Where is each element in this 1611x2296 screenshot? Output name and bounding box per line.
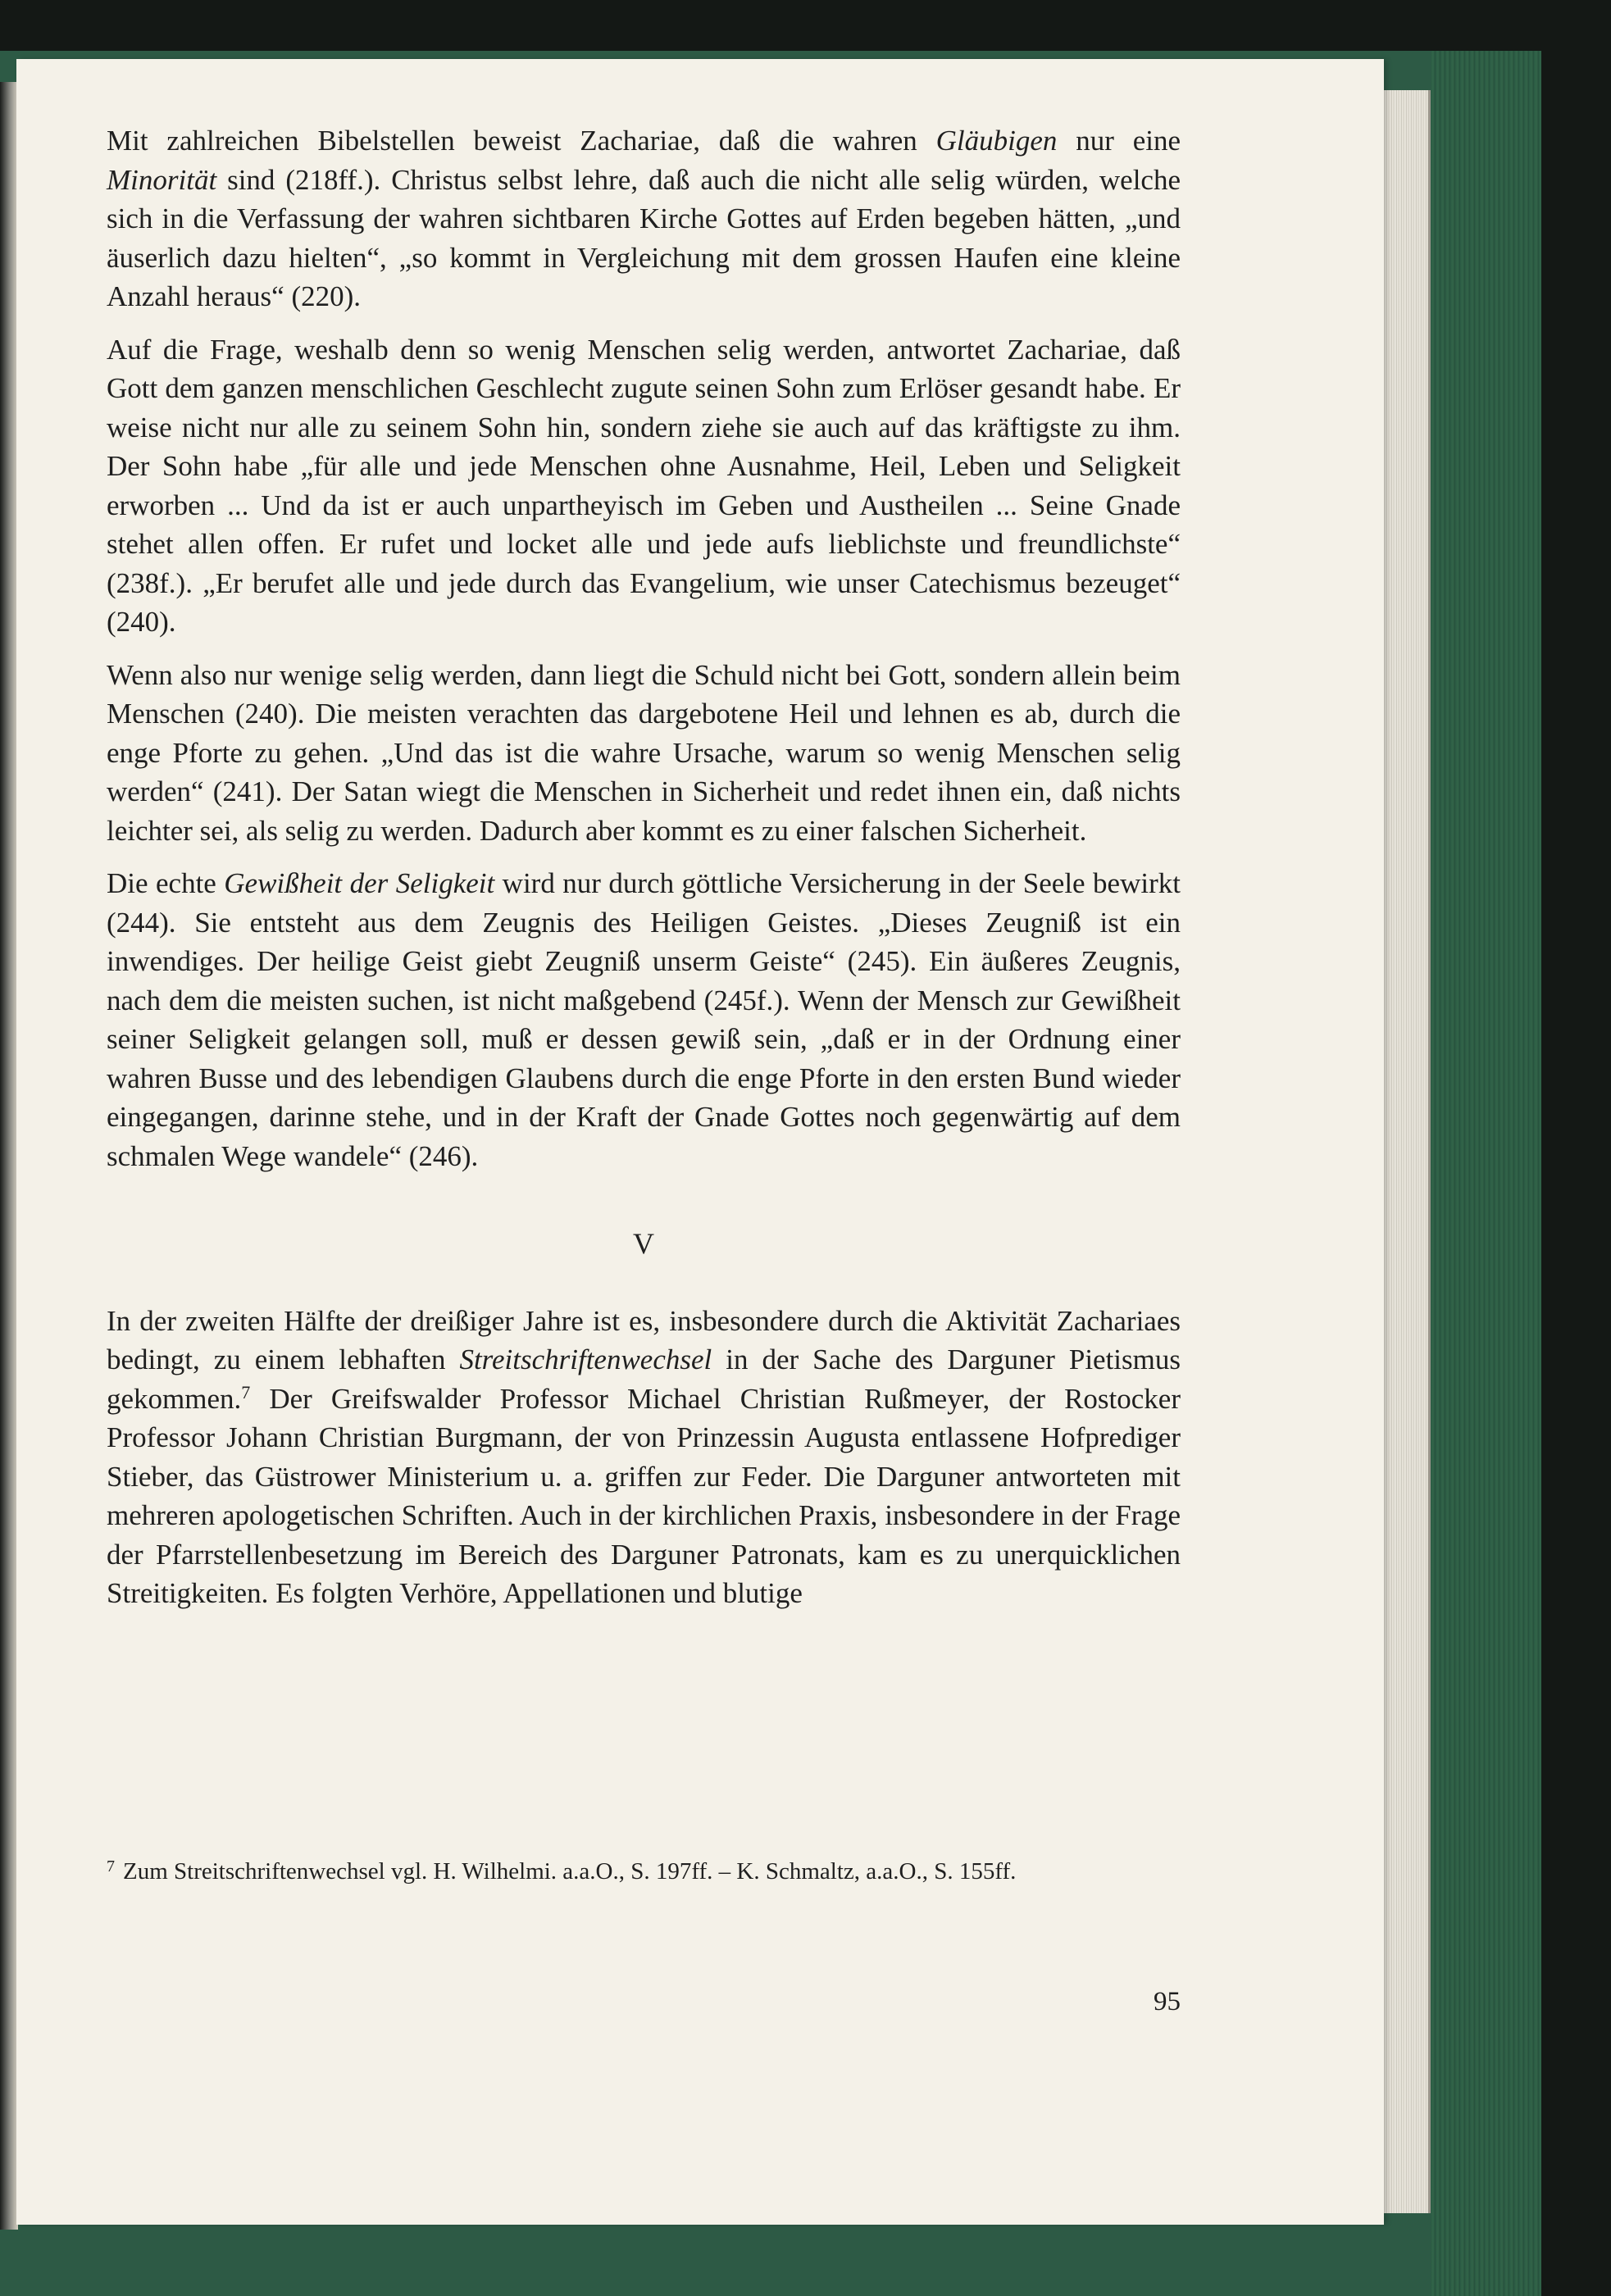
footnote-text: Zum Streitschriftenwechsel vgl. H. Wilhelmi. a.a.O., S. 197ff. – K. Schmaltz, a.a.O., S. 155ff.	[123, 1858, 1017, 1885]
paragraph: Mit zahlreichen Bibelstellen beweist Zachariae, daß die wahren Gläubigen nur eine Minorität sind (218ff.). Christus selbst lehre, daß auch die nicht alle selig würden, welche sich in die Verfassung der wahren sichtbaren Kirche Gottes auf Erden begeben hätten, „und äuserlich dazu hielten“, „so kommt in Vergleichung mit dem grossen Haufen eine kleine Anzahl heraus“ (220).	[107, 125, 1181, 312]
page-edges	[1377, 90, 1431, 2213]
emphasis-text: Gewißheit der Seligkeit	[224, 867, 495, 899]
paragraph: Die echte Gewißheit der Seligkeit wird nur durch göttliche Versicherung in der Seele bewirkt (244). Sie entsteht aus dem Zeugnis des Heiligen Geistes. „Dieses Zeugniß ist ein inwendiges. Der heilige Geist giebt Zeugniß unserm Geiste“ (245). Ein äußeres Zeugnis, nach dem die meisten suchen, ist nicht maßgebend (245f.). Wenn der Mensch zur Gewißheit seiner Seligkeit gelangen soll, muß er dessen gewiß sein, „daß er in der Ordnung einer wahren Busse und des lebendigen Glaubens durch die enge Pforte in den ersten Bund wieder eingegangen, darinne stehe, und in der Kraft der Gnade Gottes noch gegenwärtig auf dem schmalen Wege wandele“ (246).	[107, 867, 1181, 1172]
emphasis-text: Gläubigen	[935, 125, 1058, 157]
emphasis-text: Streitschriftenwechsel	[459, 1344, 712, 1375]
book-gutter	[0, 82, 18, 2230]
footnote-reference: 7	[241, 1381, 251, 1403]
paragraph: In der zweiten Hälfte der dreißiger Jahre ist es, insbesondere durch die Aktivität Zachariaes bedingt, zu einem lebhaften Streitschriftenwechsel in der Sache des Darguner Pietismus gekommen.$^7$ Der Greifswalder Professor Michael Christian Rußmeyer, der Rostocker Professor Johann Christian Burgmann, der von Prinzessin Augusta entlassene Hofprediger Stieber, das Güstrower Ministerium u. a. griffen zur Feder. Die Darguner antworteten mit mehreren apologetischen Schriften. Auch in der kirchlichen Praxis, insbesondere in der Frage der Pfarrstellenbesetzung im Bereich des Darguner Patronats, kam es zu unerquicklichen Streitigkeiten. Es folgten Verhöre, Appellationen und blutige	[107, 1304, 1181, 1609]
paragraph: Wenn also nur wenige selig werden, dann liegt die Schuld nicht bei Gott, sondern allein beim Menschen (240). Die meisten verachten das dargebotene Heil und lehnen es ab, durch die enge Pforte zu gehen. „Und das ist die wahre Ursache, warum so wenig Menschen selig werden“ (241). Der Satan wiegt die Menschen in Sicherheit und redet ihnen ein, daß nichts leichter sei, als selig zu werden. Dadurch aber kommt es zu einer falschen Sicherheit.	[107, 658, 1181, 847]
paragraph: Auf die Frage, weshalb denn so wenig Menschen selig werden, antwortet Zachariae, daß Gott dem ganzen menschlichen Geschlecht zugute seinen Sohn zum Erlöser gesandt habe. Er weise nicht nur alle zu seinem Sohn hin, sondern ziehe sie auch auf das kräftigste zu ihm. Der Sohn habe „für alle und jede Menschen ohne Ausnahme, Heil, Leben und Seligkeit erworben ... Und da ist er auch unpartheyisch im Geben und Austheilen ... Seine Gnade stehet allen offen. Er rufet und locket alle und jede aufs lieblichste und freundlichste“ (238f.). „Er berufet alle und jede durch das Evangelium, wie unser Catechismus bezeuget“ (240).	[107, 333, 1181, 638]
body-text	[107, 121, 1181, 1627]
footnote-mark: 7	[107, 1857, 115, 1875]
cover-cloth-edge	[1431, 51, 1541, 2296]
section-heading: V	[633, 1227, 654, 1260]
page-number: 95	[1154, 1987, 1181, 2016]
footnote	[107, 1854, 1181, 1889]
emphasis-text: Minorität	[107, 163, 217, 196]
